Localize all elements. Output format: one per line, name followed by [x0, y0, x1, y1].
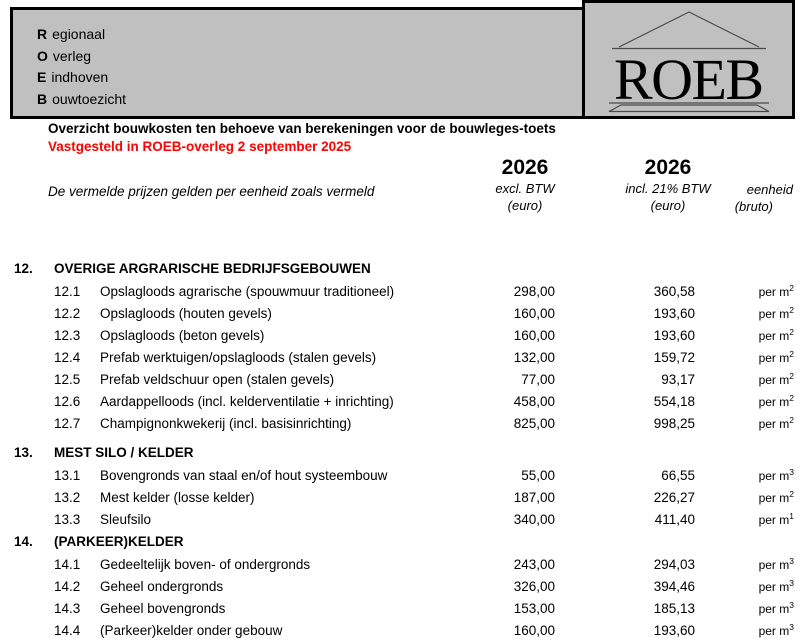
section-heading: [14, 258, 795, 279]
row-incl-value: 294,03: [653, 557, 695, 572]
row-number: 12.2: [54, 306, 81, 321]
row-description: Opslagloods agrarische (spouwmuur traditioneel): [100, 284, 395, 299]
row-excl-value: 825,00: [513, 416, 555, 431]
row-incl-value: 554,18: [653, 394, 695, 409]
row-description: Prefab veldschuur open (stalen gevels): [100, 372, 335, 387]
acronym-rest: verleg: [52, 47, 92, 64]
section-title: OVERIGE ARGRARISCHE BEDRIJFSGEBOUWEN: [54, 261, 371, 276]
logo-text: ROEB: [614, 47, 764, 112]
row-unit: per $m^1$: [758, 511, 794, 527]
row-description: Sleufsilo: [100, 512, 152, 527]
section-number: 13.: [14, 445, 33, 460]
table-row: [14, 391, 795, 413]
row-incl-value: 226,27: [653, 490, 695, 505]
table-row: [14, 509, 795, 531]
table-row: [14, 554, 795, 576]
section-number: 14.: [14, 534, 33, 549]
row-description: Geheel bovengronds: [100, 601, 226, 616]
section-rows: [14, 281, 795, 435]
row-excl-value: 153,00: [513, 601, 555, 616]
row-excl-value: 458,00: [513, 394, 555, 409]
row-number: 12.1: [54, 284, 81, 299]
row-number: 12.3: [54, 328, 81, 343]
row-incl-value: 93,17: [661, 372, 695, 387]
row-unit: per $m^2$: [758, 415, 794, 431]
row-unit: per $m^2$: [758, 371, 794, 387]
row-unit: per $m^3$: [758, 578, 794, 594]
section-title: MEST SILO / KELDER: [54, 445, 194, 460]
table-row: [14, 487, 795, 509]
row-description: Gedeeltelijk boven- of ondergronds: [100, 557, 311, 572]
table-row: [14, 598, 795, 620]
row-number: 14.2: [54, 579, 81, 594]
row-incl-value: 193,60: [653, 623, 695, 638]
row-excl-value: 187,00: [513, 490, 555, 505]
row-excl-value: 132,00: [513, 350, 555, 365]
row-unit: per $m^2$: [758, 283, 794, 299]
row-number: 13.1: [54, 468, 81, 483]
acronym-rest: egionaal: [52, 26, 106, 42]
row-description: Prefab werktuigen/opslagloods (stalen gevels): [100, 350, 377, 365]
col-bruto-label: (bruto): [734, 199, 773, 214]
col-excl-header: [460, 156, 590, 214]
row-description: Opslagloods (houten gevels): [100, 306, 272, 321]
acronym-rest: indhoven: [51, 69, 109, 85]
temple-icon: [585, 3, 792, 116]
table-row: [14, 303, 795, 325]
row-unit: per $m^3$: [758, 467, 794, 483]
row-description: Bovengronds van staal en/of hout systeembouw: [100, 468, 388, 483]
row-unit: per $m^2$: [758, 349, 794, 365]
section-rows: [14, 465, 795, 531]
table-row: [14, 325, 795, 347]
section-heading: [14, 531, 795, 552]
col-sub-label: excl. BTW: [495, 181, 555, 196]
row-number: 13.3: [54, 512, 81, 527]
row-description: Champignonkwekerij (incl. basisinrichting): [100, 416, 352, 431]
acronym-rest: ouwtoezicht: [52, 90, 127, 107]
table-row: [14, 465, 795, 487]
row-incl-value: 66,55: [661, 468, 695, 483]
col-sub-label: incl. 21% BTW: [625, 181, 711, 196]
row-excl-value: 160,00: [513, 328, 555, 343]
row-unit: per $m^2$: [758, 393, 794, 409]
row-number: 13.2: [54, 490, 81, 505]
row-incl-value: 159,72: [653, 350, 695, 365]
row-number: 14.3: [54, 601, 81, 616]
row-excl-value: 77,00: [521, 372, 555, 387]
section-rows: [14, 554, 795, 642]
acronym-letter: E: [37, 69, 47, 85]
row-description: Geheel ondergronds: [100, 579, 224, 594]
section-number: 12.: [14, 261, 33, 276]
year-label: 2026: [644, 156, 692, 179]
row-incl-value: 360,58: [653, 284, 695, 299]
row-incl-value: 411,40: [654, 512, 695, 527]
row-description: Opslagloods (beton gevels): [100, 328, 265, 343]
section-heading: [14, 442, 795, 463]
row-description: Mest kelder (losse kelder): [100, 490, 255, 505]
row-description: (Parkeer)kelder onder gebouw: [100, 623, 283, 638]
table-row: [14, 620, 795, 642]
row-description: Aardappelloods (incl. kelderventilatie + inrichting): [100, 394, 394, 409]
row-incl-value: 193,60: [653, 328, 695, 343]
acronym-letter: O: [37, 47, 48, 64]
row-excl-value: 243,00: [513, 557, 555, 572]
cost-table: [14, 252, 795, 642]
price-note: De vermelde prijzen gelden per eenheid zoals vermeld: [48, 184, 375, 199]
col-incl-header: [595, 156, 741, 214]
row-unit: per $m^2$: [758, 489, 794, 505]
row-number: 14.4: [54, 623, 81, 638]
row-number: 12.7: [54, 416, 81, 431]
year-label: 2026: [501, 156, 549, 179]
row-incl-value: 185,13: [653, 601, 695, 616]
col-eenheid-label: eenheid: [746, 182, 793, 197]
row-number: 12.4: [54, 350, 81, 365]
acronym-letter: B: [37, 90, 48, 107]
row-number: 14.1: [54, 557, 81, 572]
row-number: 12.5: [54, 372, 81, 387]
acronym-letter: R: [37, 26, 48, 42]
row-unit: per $m^2$: [758, 327, 794, 343]
row-excl-value: 326,00: [513, 579, 555, 594]
row-excl-value: 298,00: [513, 284, 555, 299]
table-row: [14, 413, 795, 435]
table-row: [14, 576, 795, 598]
table-row: [14, 281, 795, 303]
page-title: Overzicht bouwkosten ten behoeve van berekeningen voor de bouwleges-toets: [48, 121, 556, 136]
section-title: (PARKEER)KELDER: [54, 534, 184, 549]
row-incl-value: 193,60: [653, 306, 695, 321]
row-excl-value: 160,00: [513, 623, 555, 638]
col-unit-label: (euro): [507, 198, 543, 213]
table-row: [14, 347, 795, 369]
page-subtitle-red: Vastgesteld in ROEB-overleg 2 september 2025: [48, 139, 352, 154]
row-excl-value: 55,00: [521, 468, 555, 483]
row-excl-value: 340,00: [513, 512, 555, 527]
row-unit: per $m^3$: [758, 556, 794, 572]
row-unit: per $m^3$: [758, 600, 794, 616]
row-unit: per $m^2$: [758, 305, 794, 321]
row-excl-value: 160,00: [513, 306, 555, 321]
row-incl-value: 998,25: [653, 416, 695, 431]
row-number: 12.6: [54, 394, 81, 409]
roeb-logo: [582, 0, 795, 119]
row-unit: per $m^3$: [758, 622, 794, 638]
table-row: [14, 369, 795, 391]
row-incl-value: 394,46: [653, 579, 695, 594]
col-unit-label: (euro): [650, 198, 686, 213]
